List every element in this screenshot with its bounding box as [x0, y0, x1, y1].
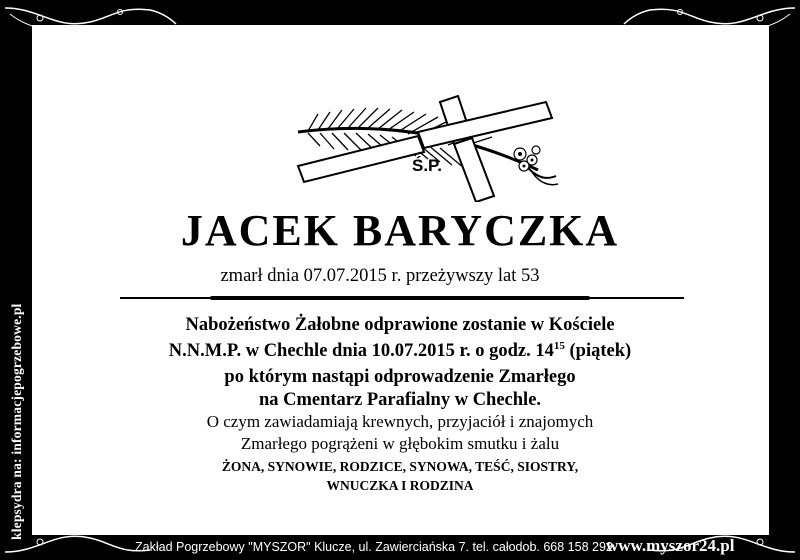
announcement-line-2-suffix: (piątek): [564, 341, 632, 361]
family-line-2: WNUCZKA I RODZINA: [326, 478, 474, 493]
announcement-line-2-prefix: N.N.M.P. w Chechle dnia 10.07.2015 r. o godz. 14: [168, 341, 554, 361]
side-website-text: klepsydra na: informacjepogrzebowe.pl: [9, 303, 24, 540]
sp-mark: Ś.P.: [412, 156, 442, 175]
cross-icon: [288, 92, 583, 202]
announcement-line-3: po którym nastąpi odprowadzenie Zmarłego: [224, 367, 576, 387]
family-line-1: ŻONA, SYNOWIE, RODZICE, SYNOWA, TEŚĆ, SIOSTRY,: [221, 459, 579, 474]
divider-thick: [210, 296, 590, 300]
announcement-time-minutes: 15: [553, 339, 565, 352]
footer-website[interactable]: www.myszor24.pl: [606, 536, 735, 555]
notice-line-1: O czym zawiadamiają krewnych, przyjaciół i znajomych: [206, 412, 594, 431]
announcement-line-2: [0, 341, 800, 362]
announcement-line-4: na Cmentarz Parafialny w Chechle.: [258, 390, 542, 410]
footer-company: Zakład Pogrzebowy "MYSZOR" Klucze, ul. Zawierciańska 7. tel. całodob. 668 158 292: [135, 540, 613, 554]
announcement-line-1: Nabożeństwo Żałobne odprawione zostanie w Kościele: [185, 315, 615, 335]
notice-line-2: Zmarłego pogrążeni w głębokim smutku i żalu: [240, 434, 560, 453]
death-line: zmarł dnia 07.07.2015 r. przeżywszy lat 53: [220, 266, 540, 286]
deceased-name: JACEK BARYCZKA: [180, 206, 620, 255]
